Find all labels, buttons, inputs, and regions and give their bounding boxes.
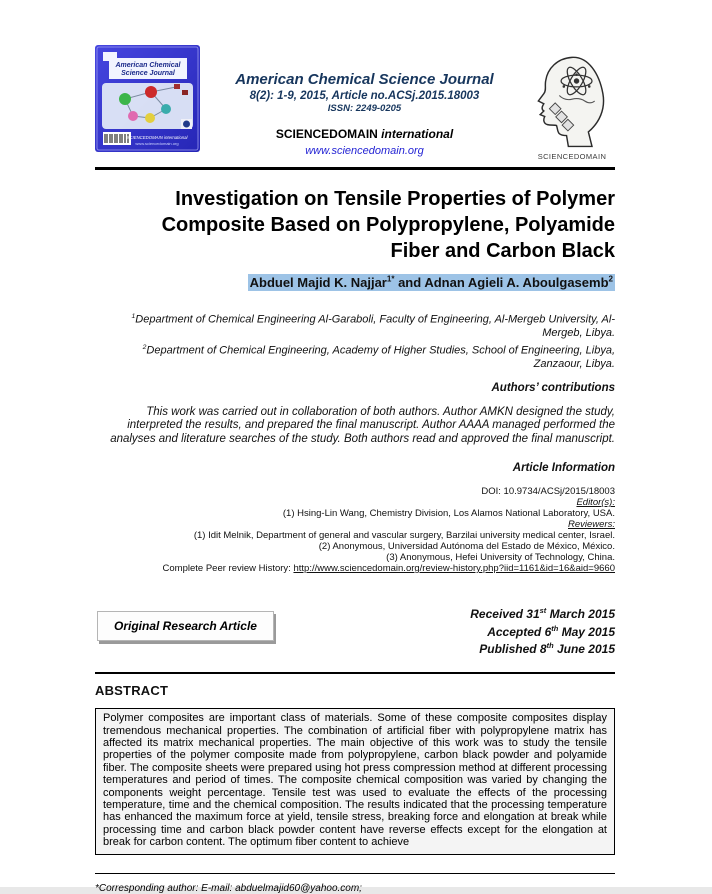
journal-masthead <box>200 45 529 159</box>
cover-title-line1: American Chemical <box>115 62 181 69</box>
article-title <box>95 186 615 264</box>
journal-title: American Chemical Science Journal <box>235 71 494 88</box>
article-type-badge: Original Research Article <box>97 611 274 641</box>
author-1: Abduel Majid K. Najjar <box>249 275 387 291</box>
article-information-heading: Article Information <box>512 462 615 475</box>
editors-label: Editor(s): <box>576 497 615 509</box>
peer-review-line <box>95 563 615 574</box>
affiliations <box>95 310 615 371</box>
peer-review-label: Complete Peer review History: <box>162 563 294 575</box>
journal-citation: 8(2): 1-9, 2015, Article no.ACSj.2015.18003 <box>249 90 480 102</box>
author-line <box>95 275 615 290</box>
accepted-date: Accepted 6th May 2015 <box>487 623 615 639</box>
author-2: Adnan Agieli A. Aboulgasemb <box>424 275 609 291</box>
sciencedomain-logo <box>529 45 615 161</box>
article-information-block <box>95 486 615 574</box>
footnote-divider <box>95 873 615 874</box>
journal-header <box>95 45 615 161</box>
contributions-heading: Authors’ contributions <box>491 381 615 394</box>
affiliation-2 <box>95 341 615 372</box>
reviewer-2: (2) Anonymous, Universidad Autónoma del Estado de México, México. <box>318 541 615 553</box>
received-date: Received 31st March 2015 <box>470 606 615 622</box>
affiliation-2-superscript: 2 <box>142 343 147 351</box>
publisher-line <box>200 127 529 141</box>
title-line-1: Investigation on Tensile Properties of Polymer <box>175 188 615 210</box>
cover-title-line2: Science Journal <box>121 70 175 77</box>
sciencedomain-head-icon <box>532 53 612 149</box>
abstract-heading: ABSTRACT <box>95 683 169 699</box>
published-date: Published 8th June 2015 <box>479 641 615 657</box>
journal-cover-thumbnail <box>95 45 200 157</box>
contributions-text: This work was carried out in collaboration of both authors. Author AMKN designed the study, interpreted the results, and prepared the final manuscript. Author AAAA managed performed the analyses and literature searches of the study. Both authors read and approved the final manuscript. <box>110 405 615 445</box>
author-connector: and <box>394 275 425 291</box>
peer-review-history-link[interactable]: http://www.sciencedomain.org/review-history.php?iid=1161&id=16&aid=9660 <box>293 563 615 575</box>
affiliation-1-superscript: 1 <box>131 313 136 321</box>
reviewer-3: (3) Anonymous, Hefei University of Technology, China. <box>386 552 615 564</box>
doi-line: DOI: 10.9734/ACSj/2015/18003 <box>481 486 615 498</box>
affiliation-1-text: Department of Chemical Engineering Al-Garaboli, Faculty of Engineering, Al-Mergeb University, Al-Mergeb, Libya. <box>135 313 615 340</box>
reviewer-1: (1) Idit Melnik, Department of general and vascular surgery, Barzilai university medical center, Israel. <box>193 530 615 542</box>
abstract-divider <box>95 672 615 674</box>
publisher-name: SCIENCEDOMAIN <box>275 127 378 141</box>
editor-1: (1) Hsing-Lin Wang, Chemistry Division, Los Alamos National Laboratory, USA. <box>282 508 615 520</box>
header-divider <box>95 167 615 170</box>
journal-website-link[interactable]: www.sciencedomain.org <box>305 145 424 157</box>
publisher-suffix: international <box>381 127 454 141</box>
cover-caption1: SCIENCEDOMAIN international <box>126 135 188 140</box>
sciencedomain-logo-caption: SCIENCEDOMAIN <box>537 152 607 161</box>
title-line-3: Fiber and Carbon Black <box>390 240 615 262</box>
author-2-superscript: 2 <box>608 275 613 284</box>
journal-issn: ISSN: 2249-0205 <box>327 103 402 114</box>
reviewers-label: Reviewers: <box>568 519 615 531</box>
affiliation-1 <box>95 310 615 341</box>
affiliation-2-text: Department of Chemical Engineering, Academy of Higher Studies, School of Engineering, Libya, Zanzaour, Libya. <box>146 344 615 371</box>
author-1-superscript: 1* <box>386 275 395 284</box>
journal-cover-icon <box>95 45 200 152</box>
title-line-2: Composite Based on Polypropylene, Polyamide <box>161 214 615 236</box>
cover-caption2: www.sciencedomain.org <box>135 141 179 146</box>
author-names-highlight <box>248 274 615 291</box>
abstract-box: Polymer composites are important class of materials. Some of these composite composites display tremendous mechanical properties. The combination of artificial fiber with polypropylene matrix has affected its matrix mechanical properties. The main objective of this work was to study the tensile properties of the polymer composite made from polypropylene, carbon black powder and polyamide fiber. The composite sheets were prepared using hot press compression method at different processing temperatures and period of times. The composite chemical composition was varied by changing the components weight percentage. Tensile test was used to evaluate the effects of the processing temperature, time and the chemical composition. The results indicated that the processing temperature has enhanced the maximum force at yield, tensile stress, breaking force and elongation at break while processing time and carbon black powder content have reverse effects except for the elongation at break for carbon content. The optimum fiber content to achieve <box>95 708 615 854</box>
badge-and-dates-row <box>95 604 615 657</box>
corresponding-author-footnote: *Corresponding author: E-mail: abduelmajid60@yahoo.com; <box>95 882 362 894</box>
